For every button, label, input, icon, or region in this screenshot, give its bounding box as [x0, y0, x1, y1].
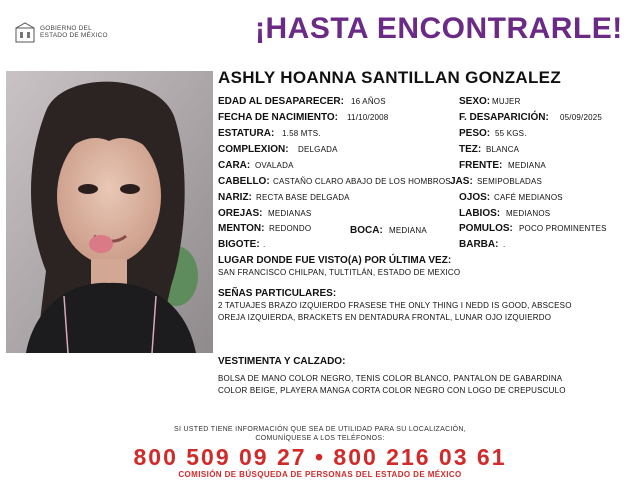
- banner-title: ¡HASTA ENCONTRARLE!: [255, 12, 623, 45]
- phone-numbers: 800 509 09 27 • 800 216 03 61: [133, 444, 507, 470]
- logo-line1: GOBIERNO DEL: [40, 25, 92, 32]
- nose-value: RECTA BASE DELGADA: [256, 193, 350, 202]
- contact-info-line1: SI USTED TIENE INFORMACIÓN QUE SEA DE UTILIDAD PARA SU LOCALIZACIÓN,: [173, 426, 467, 433]
- mustache-label: BIGOTE:: [218, 239, 260, 250]
- commission-footer: COMISIÓN DE BÚSQUEDA DE PERSONAS DEL ESTADO DE MÉXICO: [178, 470, 462, 479]
- disappearance-date-value: 05/09/2025: [560, 113, 603, 122]
- missing-person-photo: [6, 71, 213, 353]
- beard-label: BARBA:: [459, 239, 499, 250]
- mustache-value: .: [263, 240, 266, 249]
- person-name: ASHLY HOANNA SANTILLAN GONZALEZ: [218, 68, 562, 87]
- eyebrows-value: SEMIPOBLADAS: [477, 177, 543, 186]
- eyebrows-label: JAS:: [450, 176, 473, 187]
- particular-marks-label: SEÑAS PARTICULARES:: [218, 288, 337, 299]
- cheekbones-value: POCO PROMINENTES: [519, 224, 607, 233]
- marks-line1: 2 TATUAJES BRAZO IZQUIERDO FRASESE THE ONLY THING I NEDD IS GOOD, ABSCESO: [218, 301, 572, 310]
- skin-tone-label: TEZ:: [459, 144, 482, 155]
- beard-value: .: [503, 240, 506, 249]
- government-logo: [14, 22, 144, 48]
- height-value: 1.58 MTS.: [282, 129, 321, 138]
- weight-value: 55 KGS.: [495, 129, 527, 138]
- marks-line2: OREJA IZQUIERDA, BRACKETS EN DENTADURA FRONTAL, LUNAR OJO IZQUIERDO: [218, 313, 552, 322]
- clothing-line1: BOLSA DE MANO COLOR NEGRO, TENIS COLOR BLANCO, PANTALON DE GABARDINA: [218, 374, 563, 383]
- birthdate-label: FECHA DE NACIMIENTO:: [218, 112, 338, 123]
- eyes-value: CAFÉ MEDIANOS: [494, 193, 563, 202]
- portrait-image: [6, 71, 213, 353]
- contact-info-line2: COMUNÍQUESE A LOS TELÉFONOS:: [255, 435, 385, 442]
- complexion-label: COMPLEXION:: [218, 144, 289, 155]
- nose-label: NARIZ:: [218, 192, 252, 203]
- birthdate-value: 11/10/2008: [347, 113, 389, 122]
- clothing-line2: COLOR BEIGE, PLAYERA MANGA CORTA COLOR NEGRO CON LOGO DE CREPUSCULO: [218, 386, 566, 395]
- lips-label: LABIOS:: [459, 208, 501, 219]
- skin-tone-value: BLANCA: [486, 145, 520, 154]
- complexion-value: DELGADA: [298, 145, 338, 154]
- forehead-label: FRENTE:: [459, 160, 503, 171]
- clothing-text: [218, 373, 566, 397]
- lips-value: MEDIANOS: [506, 209, 551, 218]
- weight-label: PESO:: [459, 128, 491, 139]
- last-seen-label: LUGAR DONDE FUE VISTO(A) POR ÚLTIMA VEZ:: [218, 255, 452, 266]
- hair-value: CASTAÑO CLARO ABAJO DE LOS HOMBROS: [273, 177, 451, 186]
- logo-line2: ESTADO DE MÉXICO: [40, 32, 108, 39]
- ears-value: MEDIANAS: [268, 209, 312, 218]
- chin-label: MENTON:: [218, 223, 265, 234]
- state-seal-icon: [14, 22, 36, 44]
- clothing-label: VESTIMENTA Y CALZADO:: [218, 356, 346, 367]
- sexo-label: SEXO:: [459, 96, 491, 107]
- cheekbones-label: POMULOS:: [459, 223, 513, 234]
- ears-label: OREJAS:: [218, 208, 263, 219]
- disappearance-date-label: F. DESAPARICIÓN:: [459, 112, 549, 123]
- chin-value: REDONDO: [269, 224, 312, 233]
- height-label: ESTATURA:: [218, 128, 275, 139]
- mouth-label: BOCA:: [350, 225, 383, 236]
- government-label: [40, 25, 108, 39]
- forehead-value: MEDIANA: [508, 161, 546, 170]
- face-label: CARA:: [218, 160, 251, 171]
- hair-label: CABELLO:: [218, 176, 270, 187]
- last-seen-value: SAN FRANCISCO CHILPAN, TULTITLÁN, ESTADO DE MEXICO: [218, 268, 461, 277]
- edad-value: 16 AÑOS: [351, 97, 386, 106]
- face-value: OVALADA: [255, 161, 294, 170]
- sexo-value: MUJER: [492, 97, 521, 106]
- edad-label: EDAD AL DESAPARECER:: [218, 96, 344, 107]
- particular-marks-text: [218, 300, 572, 324]
- eyes-label: OJOS:: [459, 192, 491, 203]
- mouth-value: MEDIANA: [389, 226, 427, 235]
